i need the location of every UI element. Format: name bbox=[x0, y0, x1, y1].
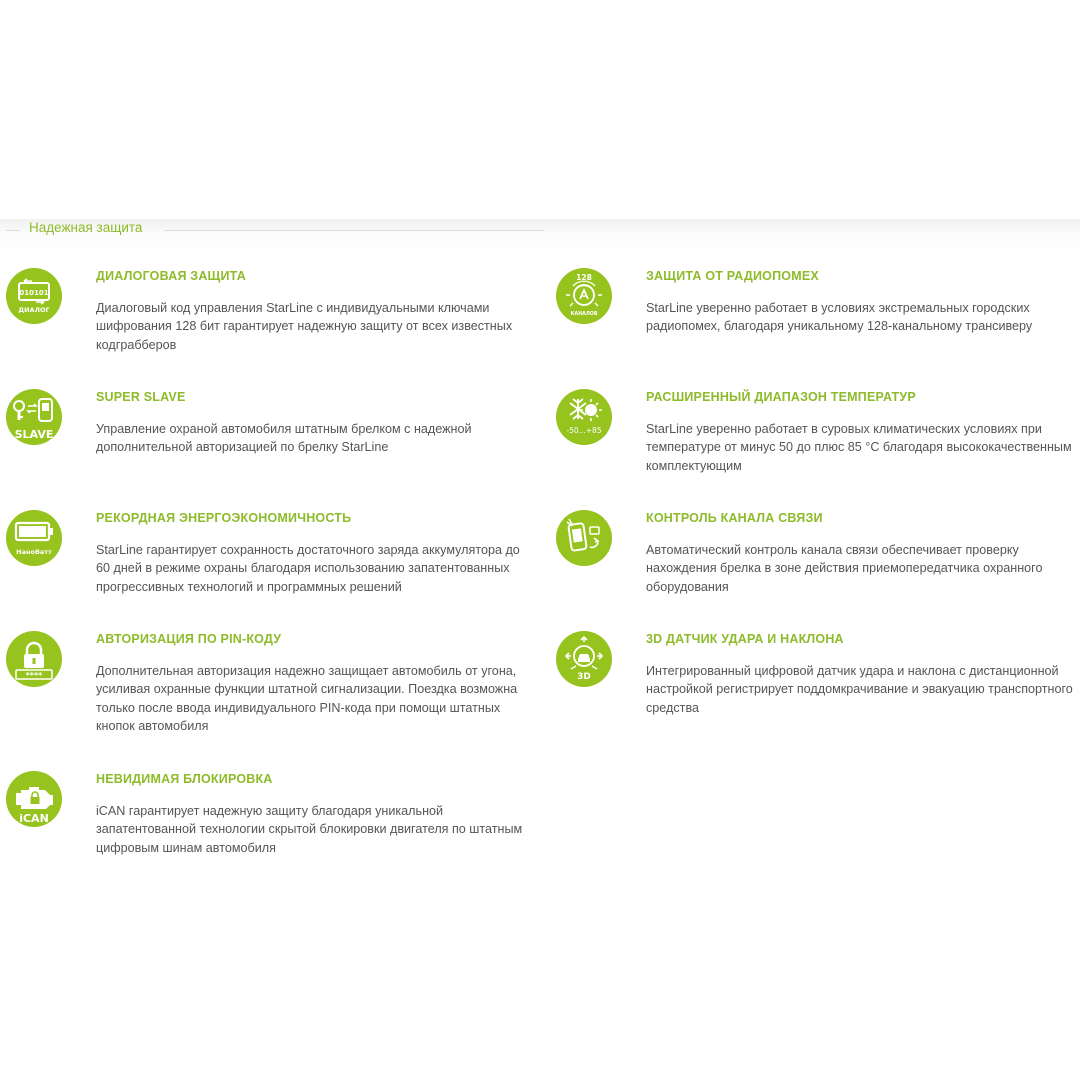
feature-description: iCAN гарантирует надежную защиту благодаря уникальной запатентованной технологии скрытой блокировки двигателя по штатным цифровым шинам автомобиля bbox=[96, 804, 523, 855]
feature-description: Диалоговый код управления StarLine с индивидуальными ключами шифрования 128 бит гарантирует надежную защиту от всех известных кодграбберов bbox=[96, 301, 513, 352]
engine-lock-icon bbox=[6, 771, 62, 827]
feature-description: Интегрированный цифровой датчик удара и наклона с дистанционной настройкой регистрирует поддомкрачивание и эвакуацию транспортного средства bbox=[646, 664, 1073, 715]
divider bbox=[6, 230, 20, 231]
feature-title: АВТОРИЗАЦИЯ ПО PIN-КОДУ bbox=[96, 632, 282, 646]
3d-sensor-icon bbox=[556, 631, 612, 687]
svg-text:-50...+85: -50...+85 bbox=[566, 426, 602, 435]
feature-title: SUPER SLAVE bbox=[96, 390, 186, 404]
feature-title: НЕВИДИМАЯ БЛОКИРОВКА bbox=[96, 772, 273, 786]
feature-description: StarLine гарантирует сохранность достаточного заряда аккумулятора до 60 дней в режиме охраны благодаря использованию запатентованных прогрессивных технологий и программных решений bbox=[96, 543, 520, 594]
feature-title: ЗАЩИТА ОТ РАДИОПОМЕХ bbox=[646, 269, 819, 283]
temperature-range-icon bbox=[556, 389, 612, 445]
feature-description: Управление охраной автомобиля штатным брелком с надежной дополнительной авторизацией по брелку StarLine bbox=[96, 422, 472, 455]
svg-text:ДИАЛОГ: ДИАЛОГ bbox=[18, 306, 50, 314]
feature-title: 3D ДАТЧИК УДАРА И НАКЛОНА bbox=[646, 632, 844, 646]
svg-text:КАНАЛОВ: КАНАЛОВ bbox=[570, 312, 598, 317]
feature-title: РЕКОРДНАЯ ЭНЕРГОЭКОНОМИЧНОСТЬ bbox=[96, 511, 352, 525]
feature-description: Автоматический контроль канала связи обеспечивает проверку нахождения брелка в зоне действия приемопередатчика охранного оборудования bbox=[646, 543, 1043, 594]
svg-text:010101: 010101 bbox=[19, 289, 49, 297]
divider bbox=[164, 230, 544, 231]
section-header bbox=[0, 219, 545, 239]
feature-description: Дополнительная авторизация надежно защищает автомобиль от угона, усиливая охранные функции штатной сигнализации. Поездка возможна только после ввода индивидуального PIN-кода при помощи штатных кнопок автомобиля bbox=[96, 664, 518, 733]
svg-text:3D: 3D bbox=[577, 672, 591, 682]
svg-text:НаноВатт: НаноВатт bbox=[16, 548, 52, 556]
channel-control-icon bbox=[556, 510, 612, 566]
feature-title: КОНТРОЛЬ КАНАЛА СВЯЗИ bbox=[646, 511, 823, 525]
battery-icon bbox=[6, 510, 62, 566]
features-section bbox=[0, 219, 1080, 869]
pin-lock-icon bbox=[6, 631, 62, 687]
feature-description: StarLine уверенно работает в условиях экстремальных городских радиопомех, благодаря уникальному 128-канальному трансиверу bbox=[646, 301, 1033, 334]
feature-title: ДИАЛОГОВАЯ ЗАЩИТА bbox=[96, 269, 246, 283]
svg-text:****: **** bbox=[25, 671, 43, 680]
svg-text:SLAVE: SLAVE bbox=[14, 428, 54, 441]
feature-title: РАСШИРЕННЫЙ ДИАПАЗОН ТЕМПЕРАТУР bbox=[646, 390, 916, 404]
radio-channels-icon bbox=[556, 268, 612, 324]
svg-text:iCAN: iCAN bbox=[19, 812, 49, 825]
feature-description: StarLine уверенно работает в суровых климатических условиях при температуре от минус 50 до плюс 85 °С благодаря высококачественным комплектующим bbox=[646, 422, 1072, 473]
svg-text:128: 128 bbox=[576, 273, 592, 282]
section-title: Надежная защита bbox=[29, 220, 143, 235]
super-slave-icon bbox=[6, 389, 62, 445]
dialog-code-icon bbox=[6, 268, 62, 324]
